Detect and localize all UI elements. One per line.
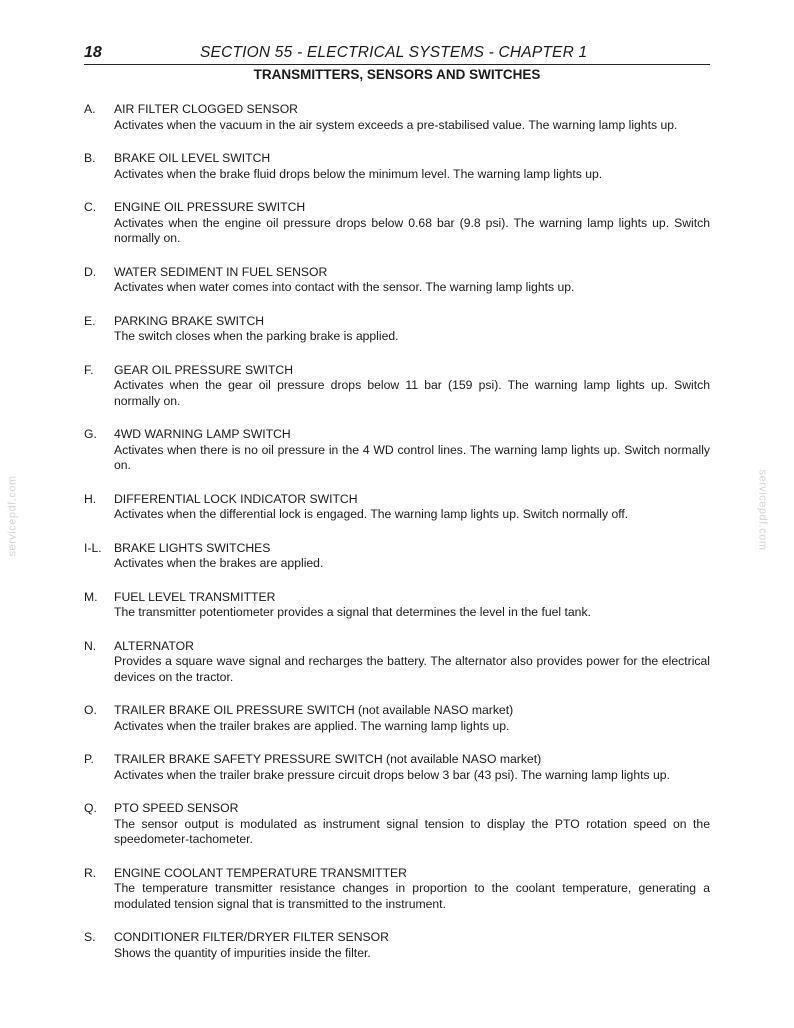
item-content — [114, 492, 710, 523]
item-content — [114, 752, 710, 783]
item-name: TRAILER BRAKE OIL PRESSURE SWITCH — [114, 703, 355, 717]
item-heading — [114, 363, 710, 379]
item-letter: G. — [84, 427, 97, 441]
item-description: Activates when the engine oil pressure drops below 0.68 bar (9.8 psi). The warning lamp lights up. Switch normally on. — [114, 215, 710, 245]
page-number: 18 — [84, 44, 102, 61]
list-item — [84, 363, 710, 410]
item-name: WATER SEDIMENT IN FUEL SENSOR — [114, 264, 328, 279]
item-description: Activates when the brake fluid drops below the minimum level. The warning lamp lights up. — [114, 166, 603, 181]
item-heading — [114, 801, 710, 817]
item-description: Activates when there is no oil pressure in the 4 WD control lines. The warning lamp lights up. Switch normally on. — [114, 442, 710, 472]
item-name: GEAR OIL PRESSURE SWITCH — [114, 362, 294, 377]
list-item — [84, 801, 710, 848]
list-item — [84, 541, 710, 572]
list-item — [84, 703, 710, 734]
item-description: The temperature transmitter resistance changes in proportion to the coolant temperature, generating a modulated tension signal that is transmitted to the instrument. — [114, 881, 710, 911]
item-description: Shows the quantity of impurities inside the filter. — [114, 945, 371, 960]
section-title: SECTION 55 - ELECTRICAL SYSTEMS - CHAPTER 1 — [200, 44, 588, 61]
item-description: Activates when the trailer brakes are applied. The warning lamp lights up. — [114, 718, 510, 733]
item-name: CONDITIONER FILTER/DRYER FILTER SENSOR — [114, 930, 389, 944]
item-note: (not available NASO market) — [382, 752, 542, 766]
list-item — [84, 314, 710, 345]
item-letter: H. — [84, 491, 97, 506]
item-heading — [114, 866, 710, 882]
item-name: ALTERNATOR — [114, 638, 194, 653]
item-heading — [114, 541, 710, 557]
item-heading — [114, 492, 710, 508]
list-item — [84, 866, 710, 913]
item-description: Activates when the differential lock is engaged. The warning lamp lights up. Switch normally off. — [114, 507, 629, 521]
item-content — [114, 703, 710, 734]
list-item — [84, 492, 710, 523]
item-name: FUEL LEVEL TRANSMITTER — [114, 589, 276, 604]
item-letter: R. — [84, 865, 97, 880]
page-header — [84, 42, 710, 65]
item-description: Activates when water comes into contact with the sensor. The warning lamp lights up. — [114, 280, 575, 294]
list-item — [84, 200, 710, 247]
item-name: AIR FILTER CLOGGED SENSOR — [114, 102, 298, 116]
item-description: The sensor output is modulated as instrument signal tension to display the PTO rotation speed on the speedometer-tachometer. — [114, 816, 710, 846]
item-description: Activates when the brakes are applied. — [114, 556, 324, 570]
item-name: PTO SPEED SENSOR — [114, 801, 239, 815]
item-name: BRAKE LIGHTS SWITCHES — [114, 540, 271, 555]
item-letter: C. — [84, 200, 97, 214]
item-description: Activates when the gear oil pressure drops below 11 bar (159 psi). The warning lamp lights up. Switch normally on. — [114, 378, 710, 408]
item-heading — [114, 200, 710, 216]
item-name: ENGINE OIL PRESSURE SWITCH — [114, 200, 306, 214]
item-heading — [114, 590, 710, 606]
item-content — [114, 639, 710, 686]
item-letter: O. — [84, 703, 97, 717]
watermark-right: servicepdf.com — [756, 469, 769, 551]
item-heading — [114, 930, 710, 946]
item-content — [114, 151, 710, 182]
list-item — [84, 752, 710, 783]
item-heading — [114, 151, 710, 167]
item-content — [114, 866, 710, 913]
list-item — [84, 930, 710, 961]
item-letter: N. — [84, 638, 97, 653]
item-name: 4WD WARNING LAMP SWITCH — [114, 427, 291, 441]
item-letter: A. — [84, 102, 96, 116]
item-letter: P. — [84, 752, 94, 766]
item-content — [114, 363, 710, 410]
item-letter: I-L. — [84, 540, 102, 555]
item-description: Activates when the trailer brake pressure circuit drops below 3 bar (43 psi). The warning lamp lights up. — [114, 767, 670, 782]
item-letter: F. — [84, 362, 94, 377]
item-name: PARKING BRAKE SWITCH — [114, 313, 265, 328]
list-item — [84, 590, 710, 621]
item-content — [114, 590, 710, 621]
item-description: Provides a square wave signal and recharges the battery. The alternator also provides power for the electrical devices on the tractor. — [114, 654, 710, 684]
item-name: TRAILER BRAKE SAFETY PRESSURE SWITCH — [114, 752, 383, 766]
list-item — [84, 639, 710, 686]
list-item — [84, 102, 710, 133]
list-item — [84, 151, 710, 182]
item-heading — [114, 752, 710, 768]
item-letter: Q. — [84, 801, 97, 815]
item-heading — [114, 703, 710, 719]
item-heading — [114, 102, 710, 118]
item-heading — [114, 314, 710, 330]
item-content — [114, 314, 710, 345]
item-description: The transmitter potentiometer provides a signal that determines the level in the fuel tank. — [114, 605, 591, 619]
item-letter: D. — [84, 264, 97, 279]
item-content — [114, 265, 710, 296]
item-content — [114, 930, 710, 961]
component-list — [84, 102, 710, 979]
list-item — [84, 265, 710, 296]
list-item — [84, 427, 710, 474]
item-note: (not available NASO market) — [354, 703, 514, 717]
item-content — [114, 200, 710, 247]
item-name: ENGINE COOLANT TEMPERATURE TRANSMITTER — [114, 865, 407, 880]
item-name: BRAKE OIL LEVEL SWITCH — [114, 151, 271, 165]
item-description: The switch closes when the parking brake is applied. — [114, 329, 399, 343]
item-name: DIFFERENTIAL LOCK INDICATOR SWITCH — [114, 491, 358, 506]
item-heading — [114, 265, 710, 281]
item-heading — [114, 427, 710, 443]
item-letter: E. — [84, 313, 96, 328]
item-content — [114, 427, 710, 474]
item-letter: B. — [84, 151, 96, 165]
item-content — [114, 102, 710, 133]
document-title: TRANSMITTERS, SENSORS AND SWITCHES — [253, 67, 541, 82]
item-content — [114, 541, 710, 572]
item-content — [114, 801, 710, 848]
item-heading — [114, 639, 710, 655]
item-description: Activates when the vacuum in the air system exceeds a pre-stabilised value. The warning lamp lights up. — [114, 117, 678, 132]
item-letter: M. — [84, 589, 98, 604]
item-letter: S. — [84, 930, 96, 944]
watermark-left: servicepdf.com — [6, 475, 19, 557]
